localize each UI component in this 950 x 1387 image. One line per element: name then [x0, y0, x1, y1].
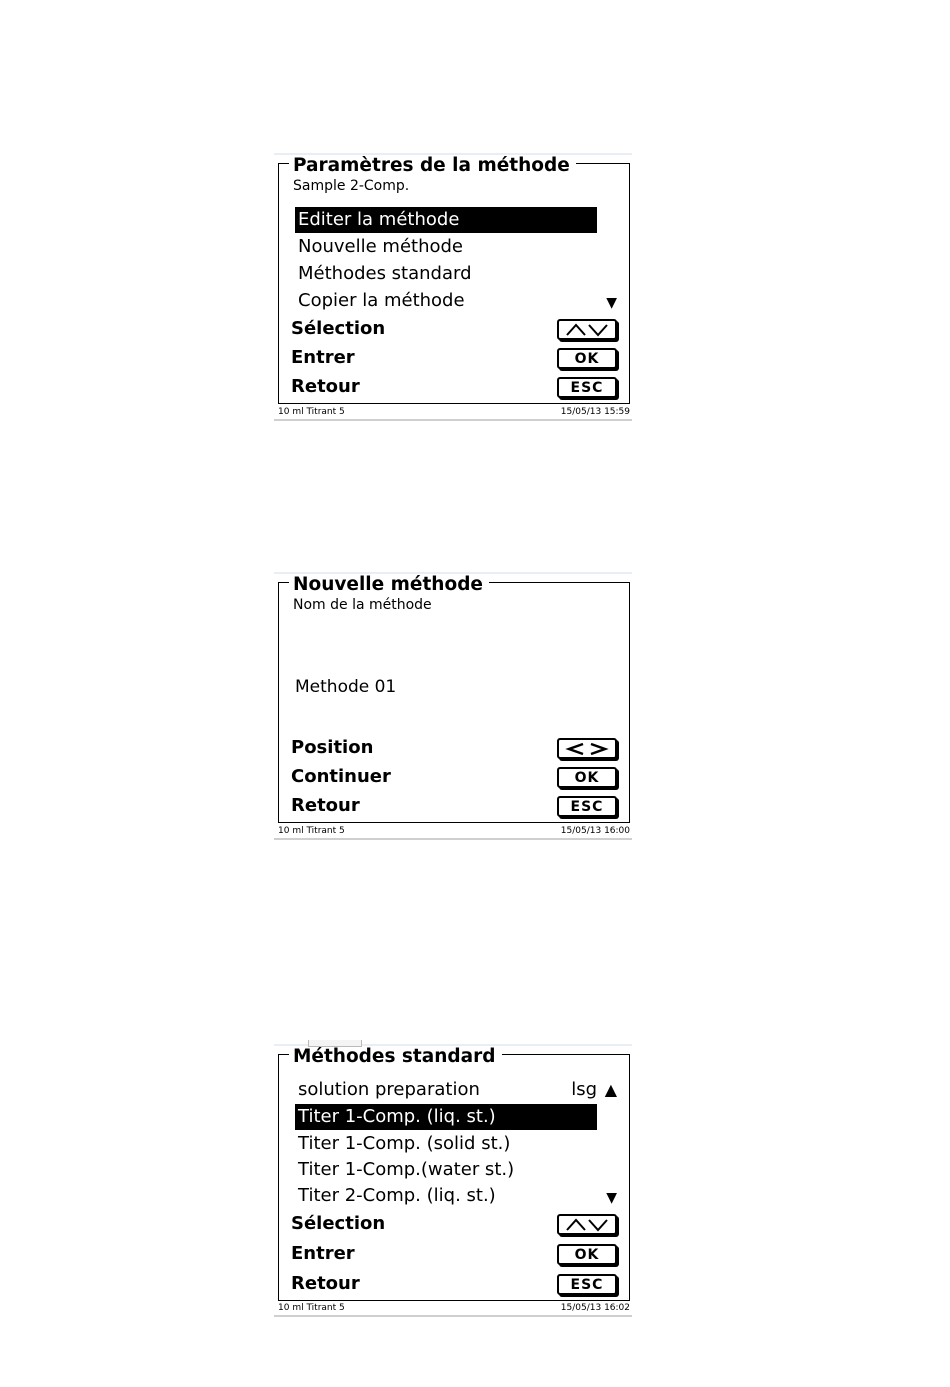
menu-item-copy-method[interactable]: Copier la méthode [298, 290, 465, 311]
menu-item-titer-1-liq[interactable]: Titer 1-Comp. (liq. st.) [295, 1104, 597, 1130]
screen-frame [278, 574, 630, 823]
menu-item-titer-2-liq[interactable]: Titer 2-Comp. (liq. st.) [298, 1185, 496, 1206]
esc-key[interactable] [557, 1274, 617, 1295]
esc-key-label: ESC [570, 1276, 604, 1293]
status-datetime: 15/05/13 15:59 [560, 407, 630, 417]
ok-key-label: OK [574, 350, 600, 367]
status-titrant: 10 ml Titrant 5 [278, 1303, 345, 1313]
action-label-continue: Continuer [291, 766, 391, 787]
action-label-position: Position [291, 737, 374, 758]
up-down-key[interactable] [557, 1214, 617, 1235]
standard-methods-screen [274, 1044, 632, 1318]
status-datetime: 15/05/13 16:02 [560, 1303, 630, 1313]
status-bar [278, 1303, 630, 1314]
status-titrant: 10 ml Titrant 5 [278, 826, 345, 836]
action-label-back: Retour [291, 1273, 360, 1294]
left-right-key[interactable] [557, 738, 617, 759]
menu-item-titer-1-solid[interactable]: Titer 1-Comp. (solid st.) [298, 1133, 511, 1154]
up-down-arrows-icon [565, 323, 609, 337]
status-titrant: 10 ml Titrant 5 [278, 407, 345, 417]
screen-title: Nouvelle méthode [289, 575, 489, 595]
menu-item-standard-methods[interactable]: Méthodes standard [298, 263, 472, 284]
screen-title: Paramètres de la méthode [289, 156, 576, 176]
status-datetime: 15/05/13 16:00 [560, 826, 630, 836]
action-label-back: Retour [291, 376, 360, 397]
action-label-enter: Entrer [291, 347, 355, 368]
status-divider [274, 419, 632, 421]
status-divider [274, 1315, 632, 1317]
left-right-arrows-icon [565, 742, 609, 756]
action-label-selection: Sélection [291, 1213, 386, 1234]
menu-item-titer-1-water[interactable]: Titer 1-Comp.(water st.) [298, 1159, 515, 1180]
scroll-down-icon: ▼ [606, 1190, 617, 1206]
status-bar [278, 826, 630, 837]
esc-key[interactable] [557, 377, 617, 398]
action-label-enter: Entrer [291, 1243, 355, 1264]
up-down-key[interactable] [557, 319, 617, 340]
screen-subtitle: Sample 2-Comp. [293, 178, 410, 194]
scroll-up-icon: ▲ [604, 1080, 617, 1099]
screen-frame [278, 155, 630, 404]
status-bar [278, 407, 630, 418]
status-divider [274, 838, 632, 840]
esc-key-label: ESC [570, 798, 604, 815]
esc-key-label: ESC [570, 379, 604, 396]
esc-key[interactable] [557, 796, 617, 817]
screen-frame [278, 1046, 630, 1301]
solution-tag: lsg [571, 1079, 597, 1100]
ok-key-label: OK [574, 1246, 600, 1263]
scroll-down-icon: ▼ [606, 295, 617, 311]
ok-key[interactable] [557, 767, 617, 788]
screen-subtitle: Nom de la méthode [293, 597, 432, 613]
ok-key[interactable] [557, 348, 617, 369]
menu-item-solution-preparation[interactable]: solution preparation [298, 1079, 480, 1100]
new-method-screen [274, 572, 632, 842]
method-name-input[interactable]: Methode 01 [295, 677, 397, 697]
method-parameters-screen [274, 153, 632, 421]
ok-key[interactable] [557, 1244, 617, 1265]
up-down-arrows-icon [565, 1218, 609, 1232]
ok-key-label: OK [574, 769, 600, 786]
screen-title: Méthodes standard [289, 1047, 502, 1067]
menu-item-new-method[interactable]: Nouvelle méthode [298, 236, 463, 257]
action-label-selection: Sélection [291, 318, 386, 339]
menu-item-edit-method[interactable]: Editer la méthode [295, 207, 597, 233]
action-label-back: Retour [291, 795, 360, 816]
